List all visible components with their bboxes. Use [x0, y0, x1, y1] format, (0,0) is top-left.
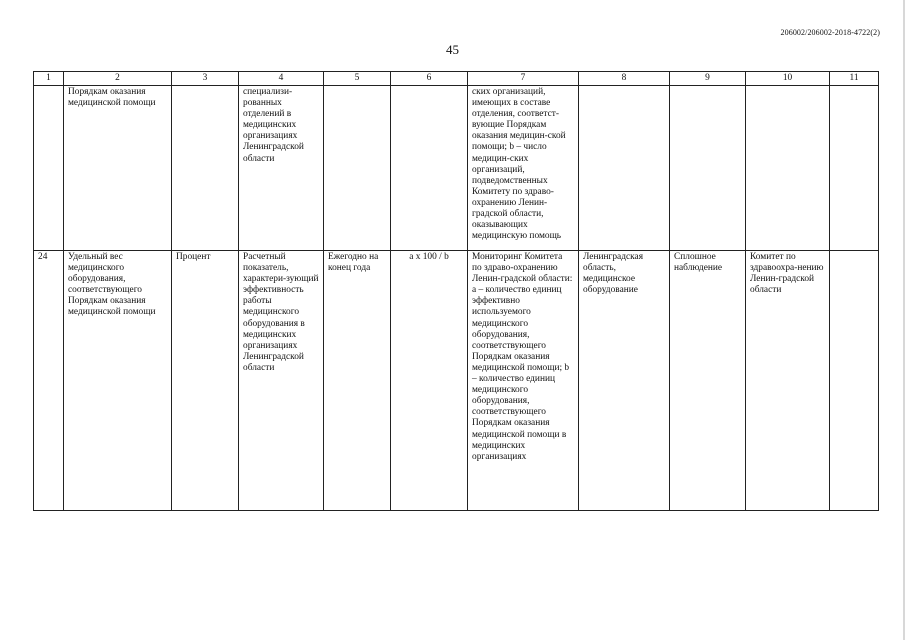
definition-cell: Расчетный показатель, характери-зующий эффективность работы медицинского оборудования в медицинских организациях Ленинградской области	[239, 251, 324, 511]
indicator-name-cell: Порядкам оказания медицинской помощи	[64, 86, 172, 251]
unit-cell	[172, 86, 239, 251]
column-number-row	[34, 72, 879, 86]
column-number: 8	[579, 72, 670, 86]
method-cell: ских организаций, имеющих в составе отделения, соответст-вующие Порядкам оказания медицин-ской помощи; b – число медицин-ских организаций, подведомственных Комитету по здраво-охранению Ленин-градской области, оказывающих медицинскую помощь	[468, 86, 579, 251]
row-number-cell: 24	[34, 251, 64, 511]
column-number: 11	[830, 72, 879, 86]
column-number: 3	[172, 72, 239, 86]
method-cell: Мониторинг Комитета по здраво-охранению Ленин-градской области: a – количество единиц эффективно используемого медицинского оборудования, соответствующего Порядкам оказания медицинской помощи; b – количество единиц медицинского оборудования, соответствующего Порядкам оказания медицинской помощи в медицинских организациях	[468, 251, 579, 511]
column-number: 1	[34, 72, 64, 86]
observation-cell	[670, 86, 746, 251]
indicator-table	[33, 71, 879, 511]
column-number: 5	[324, 72, 391, 86]
page-number: 45	[446, 42, 459, 57]
definition-cell: специализи-рованных отделений в медицинских организациях Ленинградской области	[239, 86, 324, 251]
column-number: 6	[391, 72, 468, 86]
column-number: 7	[468, 72, 579, 86]
document-id: 206002/206002-2018-4722(2)	[780, 28, 880, 37]
unit-cell: Процент	[172, 251, 239, 511]
column-number: 9	[670, 72, 746, 86]
column-number: 10	[746, 72, 830, 86]
extra-cell	[830, 86, 879, 251]
responsible-cell: Комитет по здравоохра-нению Ленин-градской области	[746, 251, 830, 511]
periodicity-cell	[324, 86, 391, 251]
formula-cell	[391, 86, 468, 251]
formula-cell: a x 100 / b	[391, 251, 468, 511]
object-cell: Ленинградская область, медицинское оборудование	[579, 251, 670, 511]
extra-cell	[830, 251, 879, 511]
periodicity-cell: Ежегодно на конец года	[324, 251, 391, 511]
column-number: 4	[239, 72, 324, 86]
column-number: 2	[64, 72, 172, 86]
object-cell	[579, 86, 670, 251]
row-number-cell	[34, 86, 64, 251]
table-row	[34, 251, 879, 511]
table-row	[34, 86, 879, 251]
responsible-cell	[746, 86, 830, 251]
observation-cell: Сплошное наблюдение	[670, 251, 746, 511]
indicator-name-cell: Удельный вес медицинского оборудования, соответствующего Порядкам оказания медицинской помощи	[64, 251, 172, 511]
